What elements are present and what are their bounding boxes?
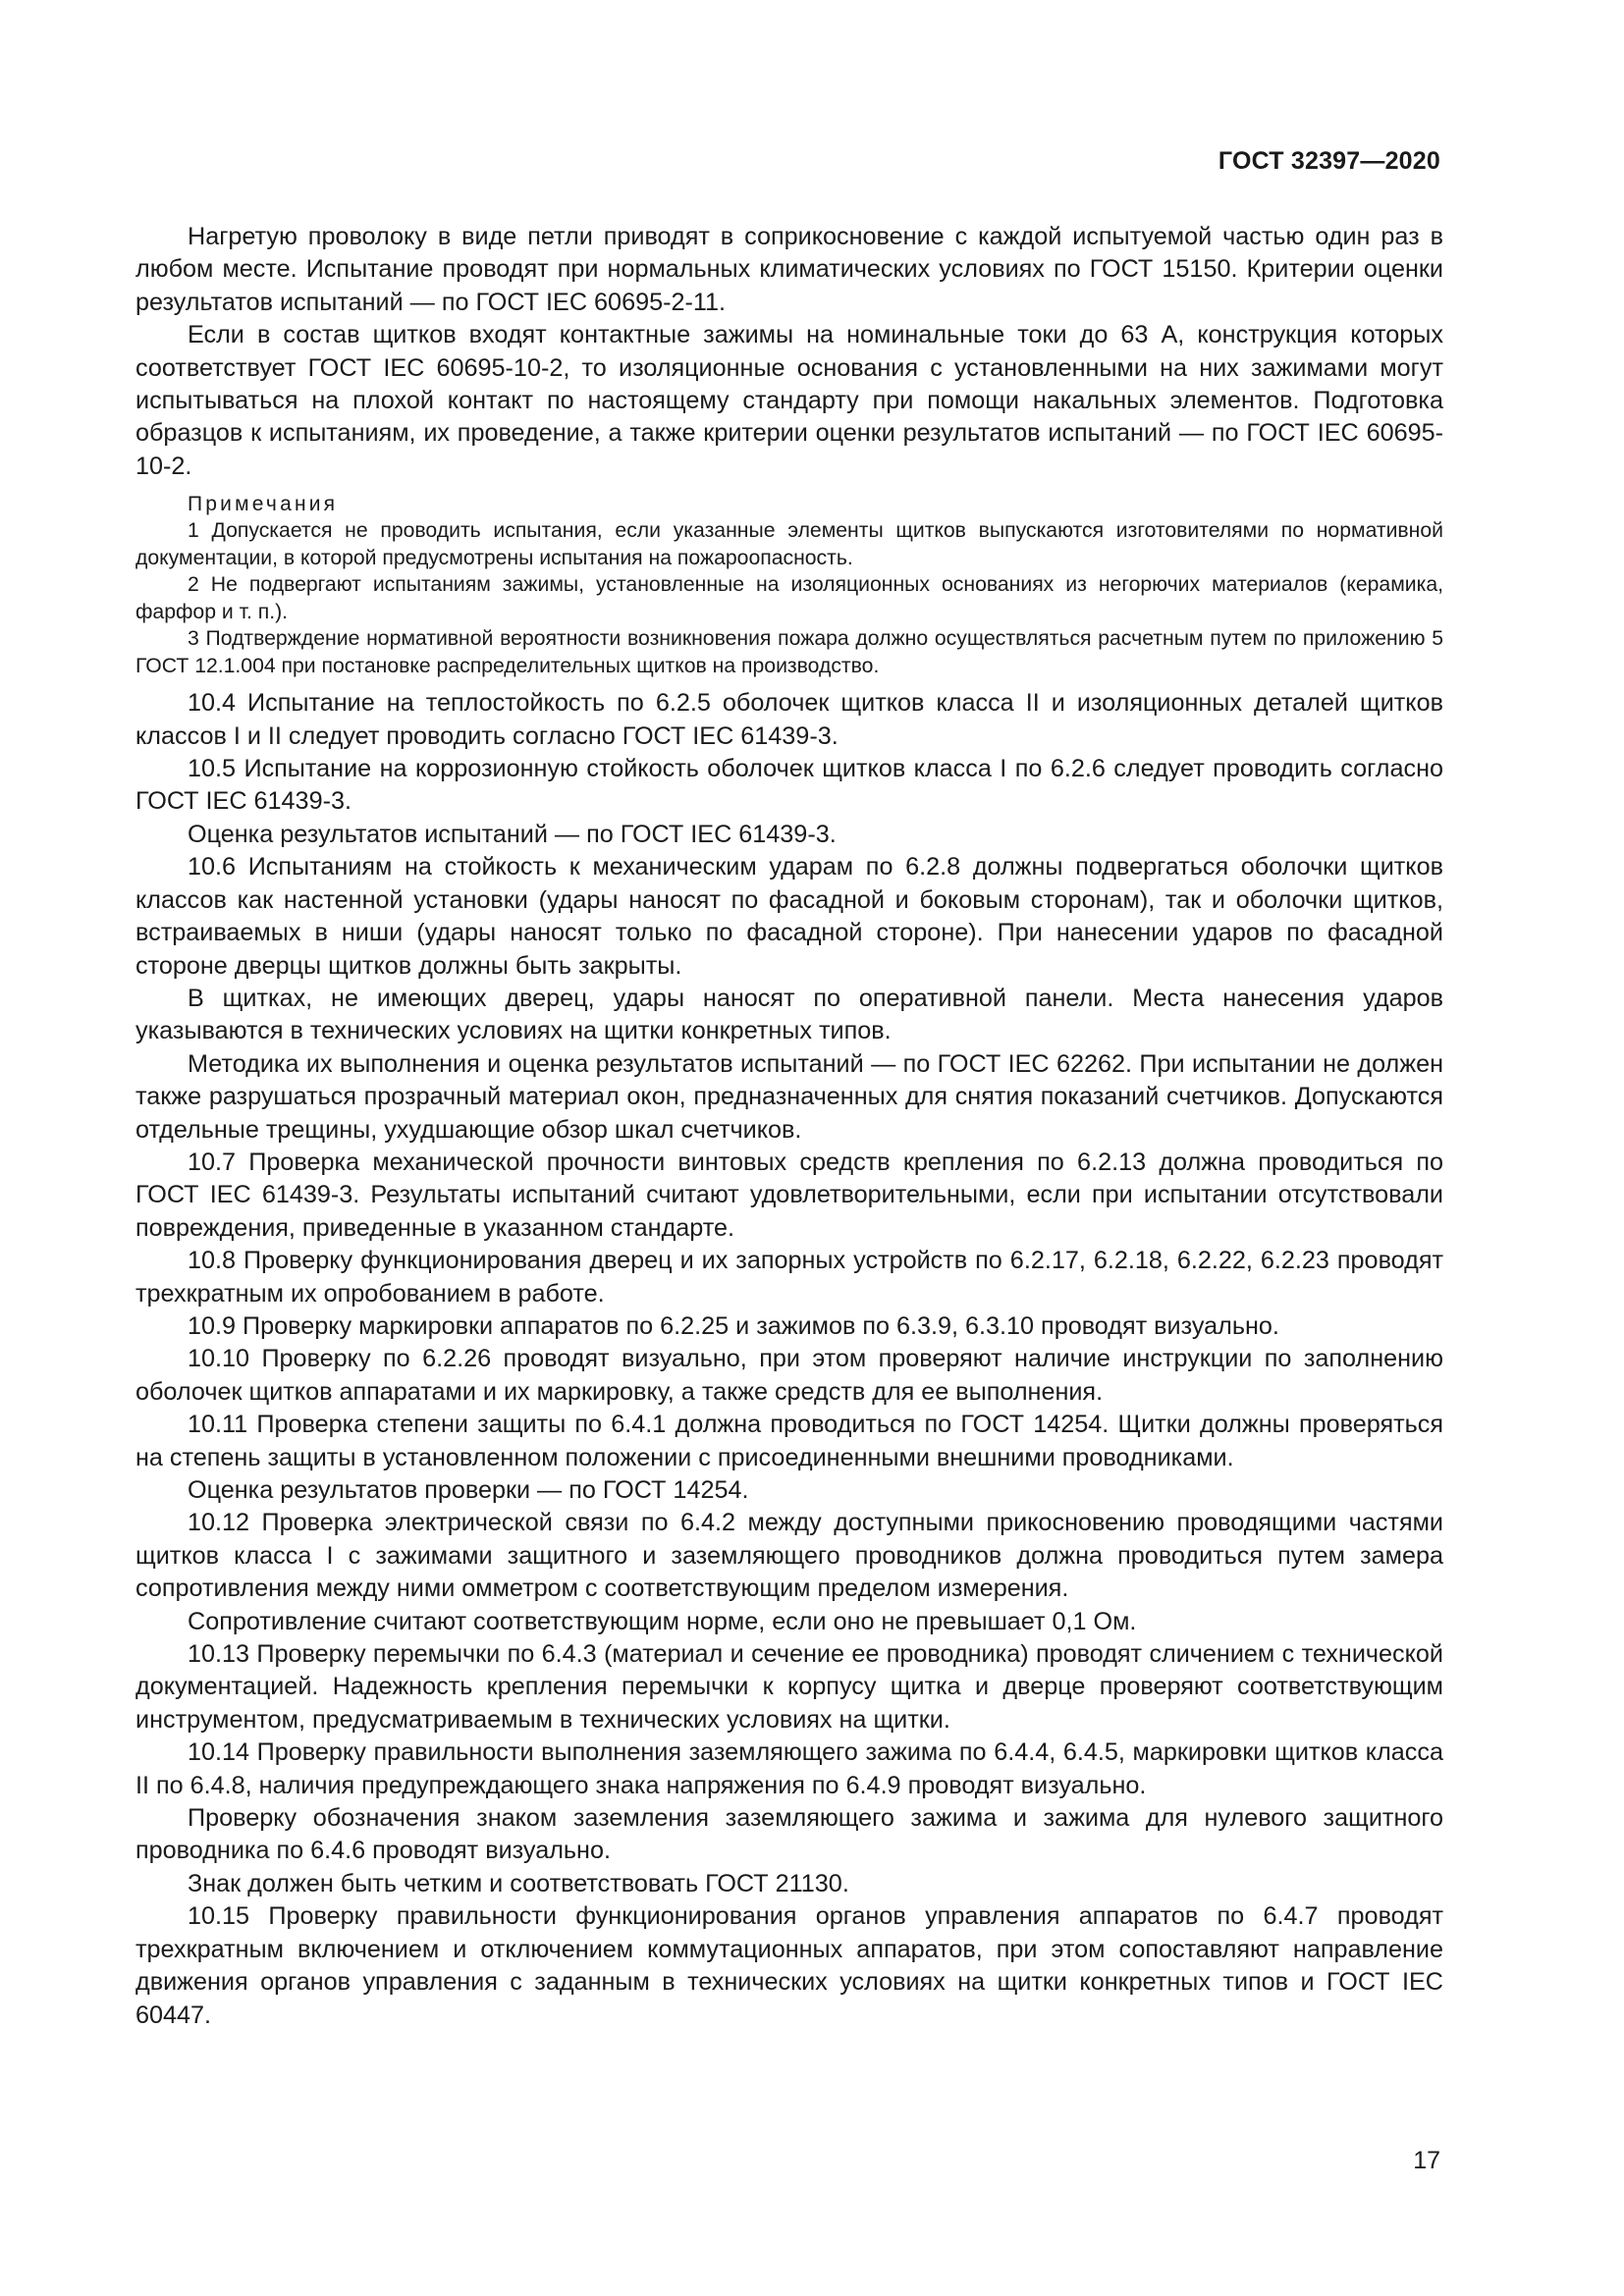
paragraph: Проверку обозначения знаком заземления заземляющего зажима и зажима для нулевого защитного проводника по 6.4.6 проводят визуально. bbox=[135, 1804, 1443, 1865]
notes-title: Примечания bbox=[188, 493, 339, 516]
paragraph-10-9: 10.9 Проверку маркировки аппаратов по 6.2.25 и зажимов по 6.3.9, 6.3.10 проводят визуально. bbox=[188, 1311, 1279, 1340]
document-header: ГОСТ 32397—2020 bbox=[1218, 147, 1440, 175]
paragraph-10-5: 10.5 Испытание на коррозионную стойкость оболочек щитков класса I по 6.2.6 следует проводить согласно ГОСТ IEC 61439-3. bbox=[135, 755, 1443, 816]
paragraph-10-15: 10.15 Проверку правильности функционирования органов управления аппаратов по 6.4.7 проводят трехкратным включением и отключением коммутационных аппаратов, при этом сопоставляют направление движения органов управления с заданным в технических условиях на щитки конкретных типов и ГОСТ IEC 60447. bbox=[135, 1902, 1443, 2029]
note-item: 3 Подтверждение нормативной вероятности возникновения пожара должно осуществляться расчетным путем по приложению 5 ГОСТ 12.1.004 при постановке распределительных щитков на производство. bbox=[135, 627, 1443, 677]
note-item: 1 Допускается не проводить испытания, если указанные элементы щитков выпускаются изготовителями по нормативной документации, в которой предусмотрены испытания на пожароопасность. bbox=[135, 519, 1443, 569]
paragraph-10-7: 10.7 Проверка механической прочности винтовых средств крепления по 6.2.13 должна проводиться по ГОСТ IEC 61439-3. Результаты испытаний считают удовлетворительными, если при испытании отсутствовали повреждения, приведенные в указанном стандарте. bbox=[135, 1148, 1443, 1242]
paragraph-10-8: 10.8 Проверку функционирования дверец и их запорных устройств по 6.2.17, 6.2.18, 6.2.22, 6.2.23 проводят трехкратным их опробованием в работе. bbox=[135, 1247, 1443, 1308]
paragraph: Оценка результатов проверки — по ГОСТ 14254. bbox=[188, 1476, 749, 1504]
paragraph-10-13: 10.13 Проверку перемычки по 6.4.3 (материал и сечение ее проводника) проводят сличением с технической документацией. Надежность крепления перемычки к корпусу щитка и дверце проверяют соответствующим инструментом, предусматриваемым в технических условиях на щитки. bbox=[135, 1640, 1443, 1734]
paragraph: Сопротивление считают соответствующим норме, если оно не превышает 0,1 Ом. bbox=[188, 1607, 1137, 1635]
note-item: 2 Не подвергают испытаниям зажимы, установленные на изоляционных основаниях из негорючих материалов (керамика, фарфор и т. п.). bbox=[135, 573, 1443, 623]
paragraph-10-4: 10.4 Испытание на теплостойкость по 6.2.5 оболочек щитков класса II и изоляционных деталей щитков классов I и II следует проводить согласно ГОСТ IEC 61439-3. bbox=[135, 689, 1443, 750]
document-body bbox=[135, 221, 1443, 2032]
paragraph: Нагретую проволоку в виде петли приводят в соприкосновение с каждой испытуемой частью один раз в любом месте. Испытание проводят при нормальных климатических условиях по ГОСТ 15150. Критерии оценки результатов испытаний — по ГОСТ IEC 60695-2-11. bbox=[135, 223, 1443, 316]
paragraph: Методика их выполнения и оценка результатов испытаний — по ГОСТ IEC 62262. При испытании не должен также разрушаться прозрачный материал окон, предназначенных для снятия показаний счетчиков. Допускаются отдельные трещины, ухудшающие обзор шкал счетчиков. bbox=[135, 1049, 1443, 1144]
paragraph: Знак должен быть четким и соответствовать ГОСТ 21130. bbox=[188, 1869, 849, 1897]
paragraph-10-10: 10.10 Проверку по 6.2.26 проводят визуально, при этом проверяют наличие инструкции по заполнению оболочек щитков аппаратами и их маркировку, а также средств для ее выполнения. bbox=[135, 1345, 1443, 1406]
paragraph-10-11: 10.11 Проверка степени защиты по 6.4.1 должна проводиться по ГОСТ 14254. Щитки должны проверяться на степень защиты в установленном положении с присоединенными внешними проводниками. bbox=[135, 1411, 1443, 1471]
paragraph: Если в состав щитков входят контактные зажимы на номинальные токи до 63 А, конструкция которых соответствует ГОСТ IEC 60695-10-2, то изоляционные основания с установленными на них зажимами могут испытываться на плохой контакт по настоящему стандарту при помощи накальных элементов. Подготовка образцов к испытаниям, их проведение, а также критерии оценки результатов испытаний — по ГОСТ IEC 60695-10-2. bbox=[135, 321, 1443, 480]
paragraph: Оценка результатов испытаний — по ГОСТ IEC 61439-3. bbox=[188, 820, 837, 848]
notes-block bbox=[135, 492, 1443, 679]
paragraph: В щитках, не имеющих дверец, удары наносят по оперативной панели. Места нанесения ударов указываются в технических условиях на щитки конкретных типов. bbox=[135, 984, 1443, 1045]
paragraph-10-14: 10.14 Проверку правильности выполнения заземляющего зажима по 6.4.4, 6.4.5, маркировки щитков класса II по 6.4.8, наличия предупреждающего знака напряжения по 6.4.9 проводят визуально. bbox=[135, 1738, 1443, 1799]
page-number: 17 bbox=[1413, 2147, 1440, 2174]
paragraph-10-12: 10.12 Проверка электрической связи по 6.4.2 между доступными прикосновению проводящими частями щитков класса I с зажимами защитного и заземляющего проводников должна проводиться путем замера сопротивления между ними омметром с соответствующим пределом измерения. bbox=[135, 1509, 1443, 1603]
paragraph-10-6: 10.6 Испытаниям на стойкость к механическим ударам по 6.2.8 должны подвергаться оболочки щитков классов как настенной установки (удары наносят по фасадной и боковым сторонам), так и оболочки щитков, встраиваемых в ниши (удары наносят только по фасадной стороне). При нанесении ударов по фасадной стороне дверцы щитков должны быть закрыты. bbox=[135, 853, 1443, 980]
